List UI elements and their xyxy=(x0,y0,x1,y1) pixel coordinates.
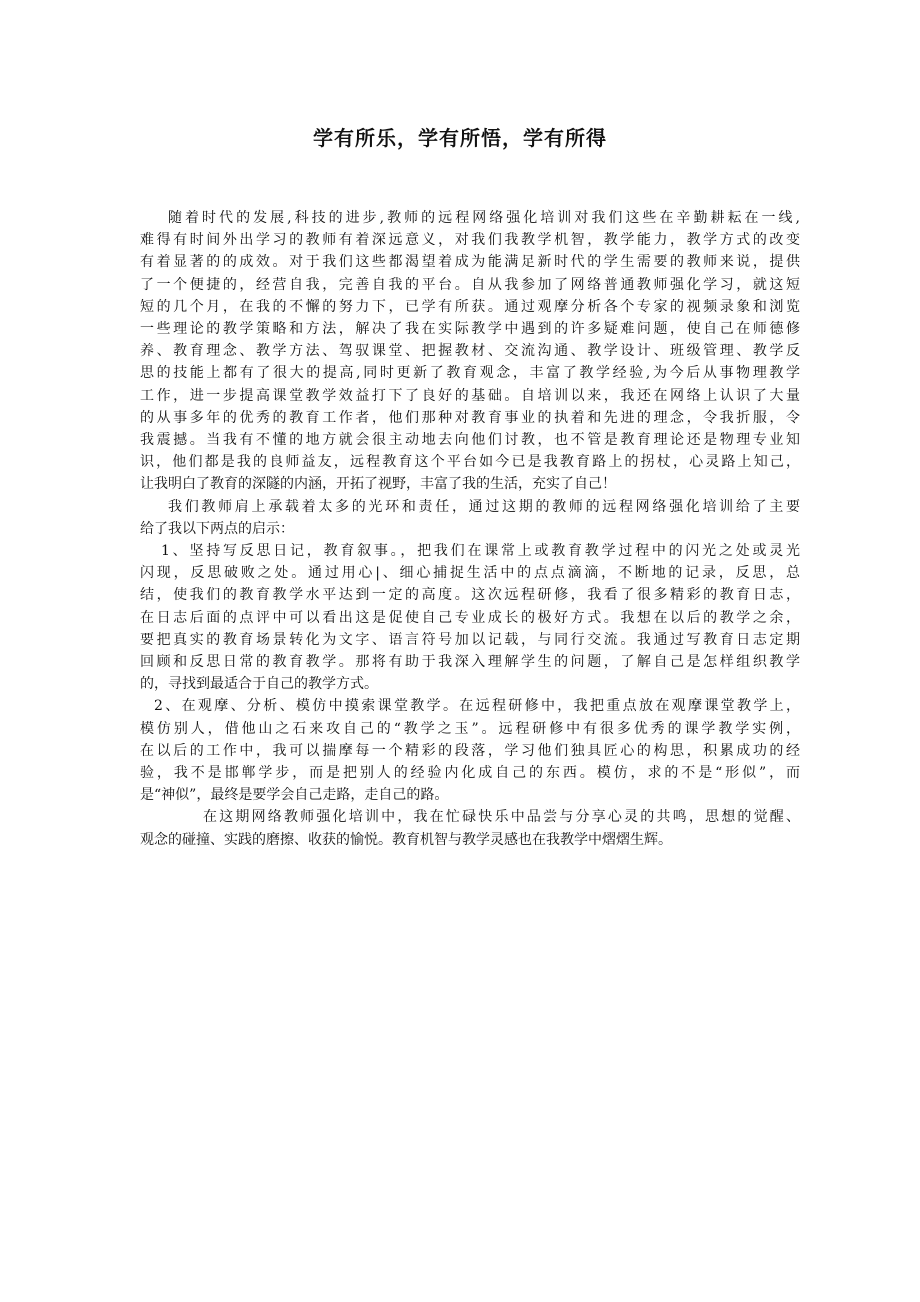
list-item-line: 在以后的工作中，我可以揣摩每一个精彩的段落，学习他们独具匠心的构思，积累成功的经 xyxy=(140,742,800,759)
paragraph-line: 随着时代的发展,科技的进步,教师的远程网络强化培训对我们这些在辛勤耕耘在一线, xyxy=(168,210,800,226)
list-item-line: 回顾和反思日常的教育教学。那将有助于我深入理解学生的问题，了解自己是怎样组织教学 xyxy=(140,654,800,671)
paragraph-line: 的从事多年的优秀的教育工作者，他们那种对教育事业的执着和先进的理念，令我折服，令 xyxy=(140,409,800,426)
paragraph-line: 给了我以下两点的启示： xyxy=(140,520,294,537)
paragraph-line: 一些理论的教学策略和方法，解决了我在实际教学中遇到的许多疑难问题，使自己在师德修 xyxy=(140,321,800,338)
list-item-line: 模仿别人，借他山之石来攻自己的“教学之玉”。远程研修中有很多优秀的课学教学实例， xyxy=(140,720,800,737)
paragraph-line: 思的技能上都有了很大的提高,同时更新了教育观念，丰富了教学经验,为今后从事物理教学 xyxy=(140,365,800,382)
paragraph-line: 让我明白了教育的深隧的内涵，开拓了视野，丰富了我的生活，充实了自己！ xyxy=(140,476,616,493)
paragraph-line: 我震撼。当我有不懂的地方就会很主动地去向他们讨教，也不管是教育理论还是物理专业知 xyxy=(140,432,800,449)
document-body xyxy=(140,207,800,851)
paragraph-line: 了一个便捷的，经营自我，完善自我的平台。自从我参加了网络普通教师强化学习，就这短 xyxy=(140,276,800,293)
list-item-line: 在日志后面的点评中可以看出这是促使自己专业成长的极好方式。我想在以后的教学之余， xyxy=(140,609,800,626)
paragraph-line: 在这期网络教师强化培训中，我在忙碌快乐中品尝与分享心灵的共鸣，思想的觉醒、 xyxy=(203,809,800,826)
list-item-line: 1、坚持写反思日记，教育叙事。，把我们在课常上或教育教学过程中的闪光之处或灵光 xyxy=(161,543,800,560)
paragraph-line: 工作，进一步提高课堂教学效益打下了良好的基础。自培训以来，我还在网络上认识了大量 xyxy=(140,387,800,404)
list-item-line: 的，寻找到最适合于自己的教学方式。 xyxy=(140,676,378,693)
paragraph-line: 难得有时间外出学习的教师有着深远意义，对我们我教学机智，教学能力，教学方式的改变 xyxy=(140,232,800,249)
paragraph-line: 识，他们都是我的良师益友，远程教育这个平台如今已是我教育路上的拐杖，心灵路上知己， xyxy=(140,454,800,471)
list-item-line: 是“神似”，最终是要学会自己走路，走自己的路。 xyxy=(140,787,449,804)
list-item-line: 结，使我们的教育教学水平达到一定的高度。这次远程研修，我看了很多精彩的教育日志， xyxy=(140,587,800,604)
paragraph-line: 短的几个月，在我的不懈的努力下，已学有所获。通过观摩分析各个专家的视频录象和浏览 xyxy=(140,298,800,315)
paragraph-line: 有着显著的的成效。对于我们这些都渴望着成为能满足新时代的学生需要的教师来说，提供 xyxy=(140,254,800,271)
list-item-line: 2、在观摩、分析、模仿中摸索课堂教学。在远程研修中，我把重点放在观摩课堂教学上， xyxy=(154,698,800,715)
document-title: 学有所乐，学有所悟，学有所得 xyxy=(313,126,607,150)
paragraph-line: 养、教育理念、教学方法、驾驭课堂、把握教材、交流沟通、教学设计、班级管理、教学反 xyxy=(140,343,800,360)
paragraph-line: 观念的碰撞、实践的磨擦、收获的愉悦。教育机智与教学灵感也在我教学中熠熠生辉。 xyxy=(140,831,672,848)
list-item-line: 验，我不是邯郸学步，而是把别人的经验内化成自己的东西。模仿，求的不是“形似”，而 xyxy=(140,765,800,782)
list-item-line: 要把真实的教育场景转化为文字、语言符号加以记载，与同行交流。我通过写教育日志定期 xyxy=(140,631,800,648)
list-item-line: 闪现，反思破败之处。通过用心|、细心捕捉生活中的点点滴滴，不断地的记录，反思，总 xyxy=(140,565,800,582)
paragraph-line: 我们教师肩上承载着太多的光环和责任，通过这期的教师的远程网络强化培训给了主要 xyxy=(168,498,800,515)
